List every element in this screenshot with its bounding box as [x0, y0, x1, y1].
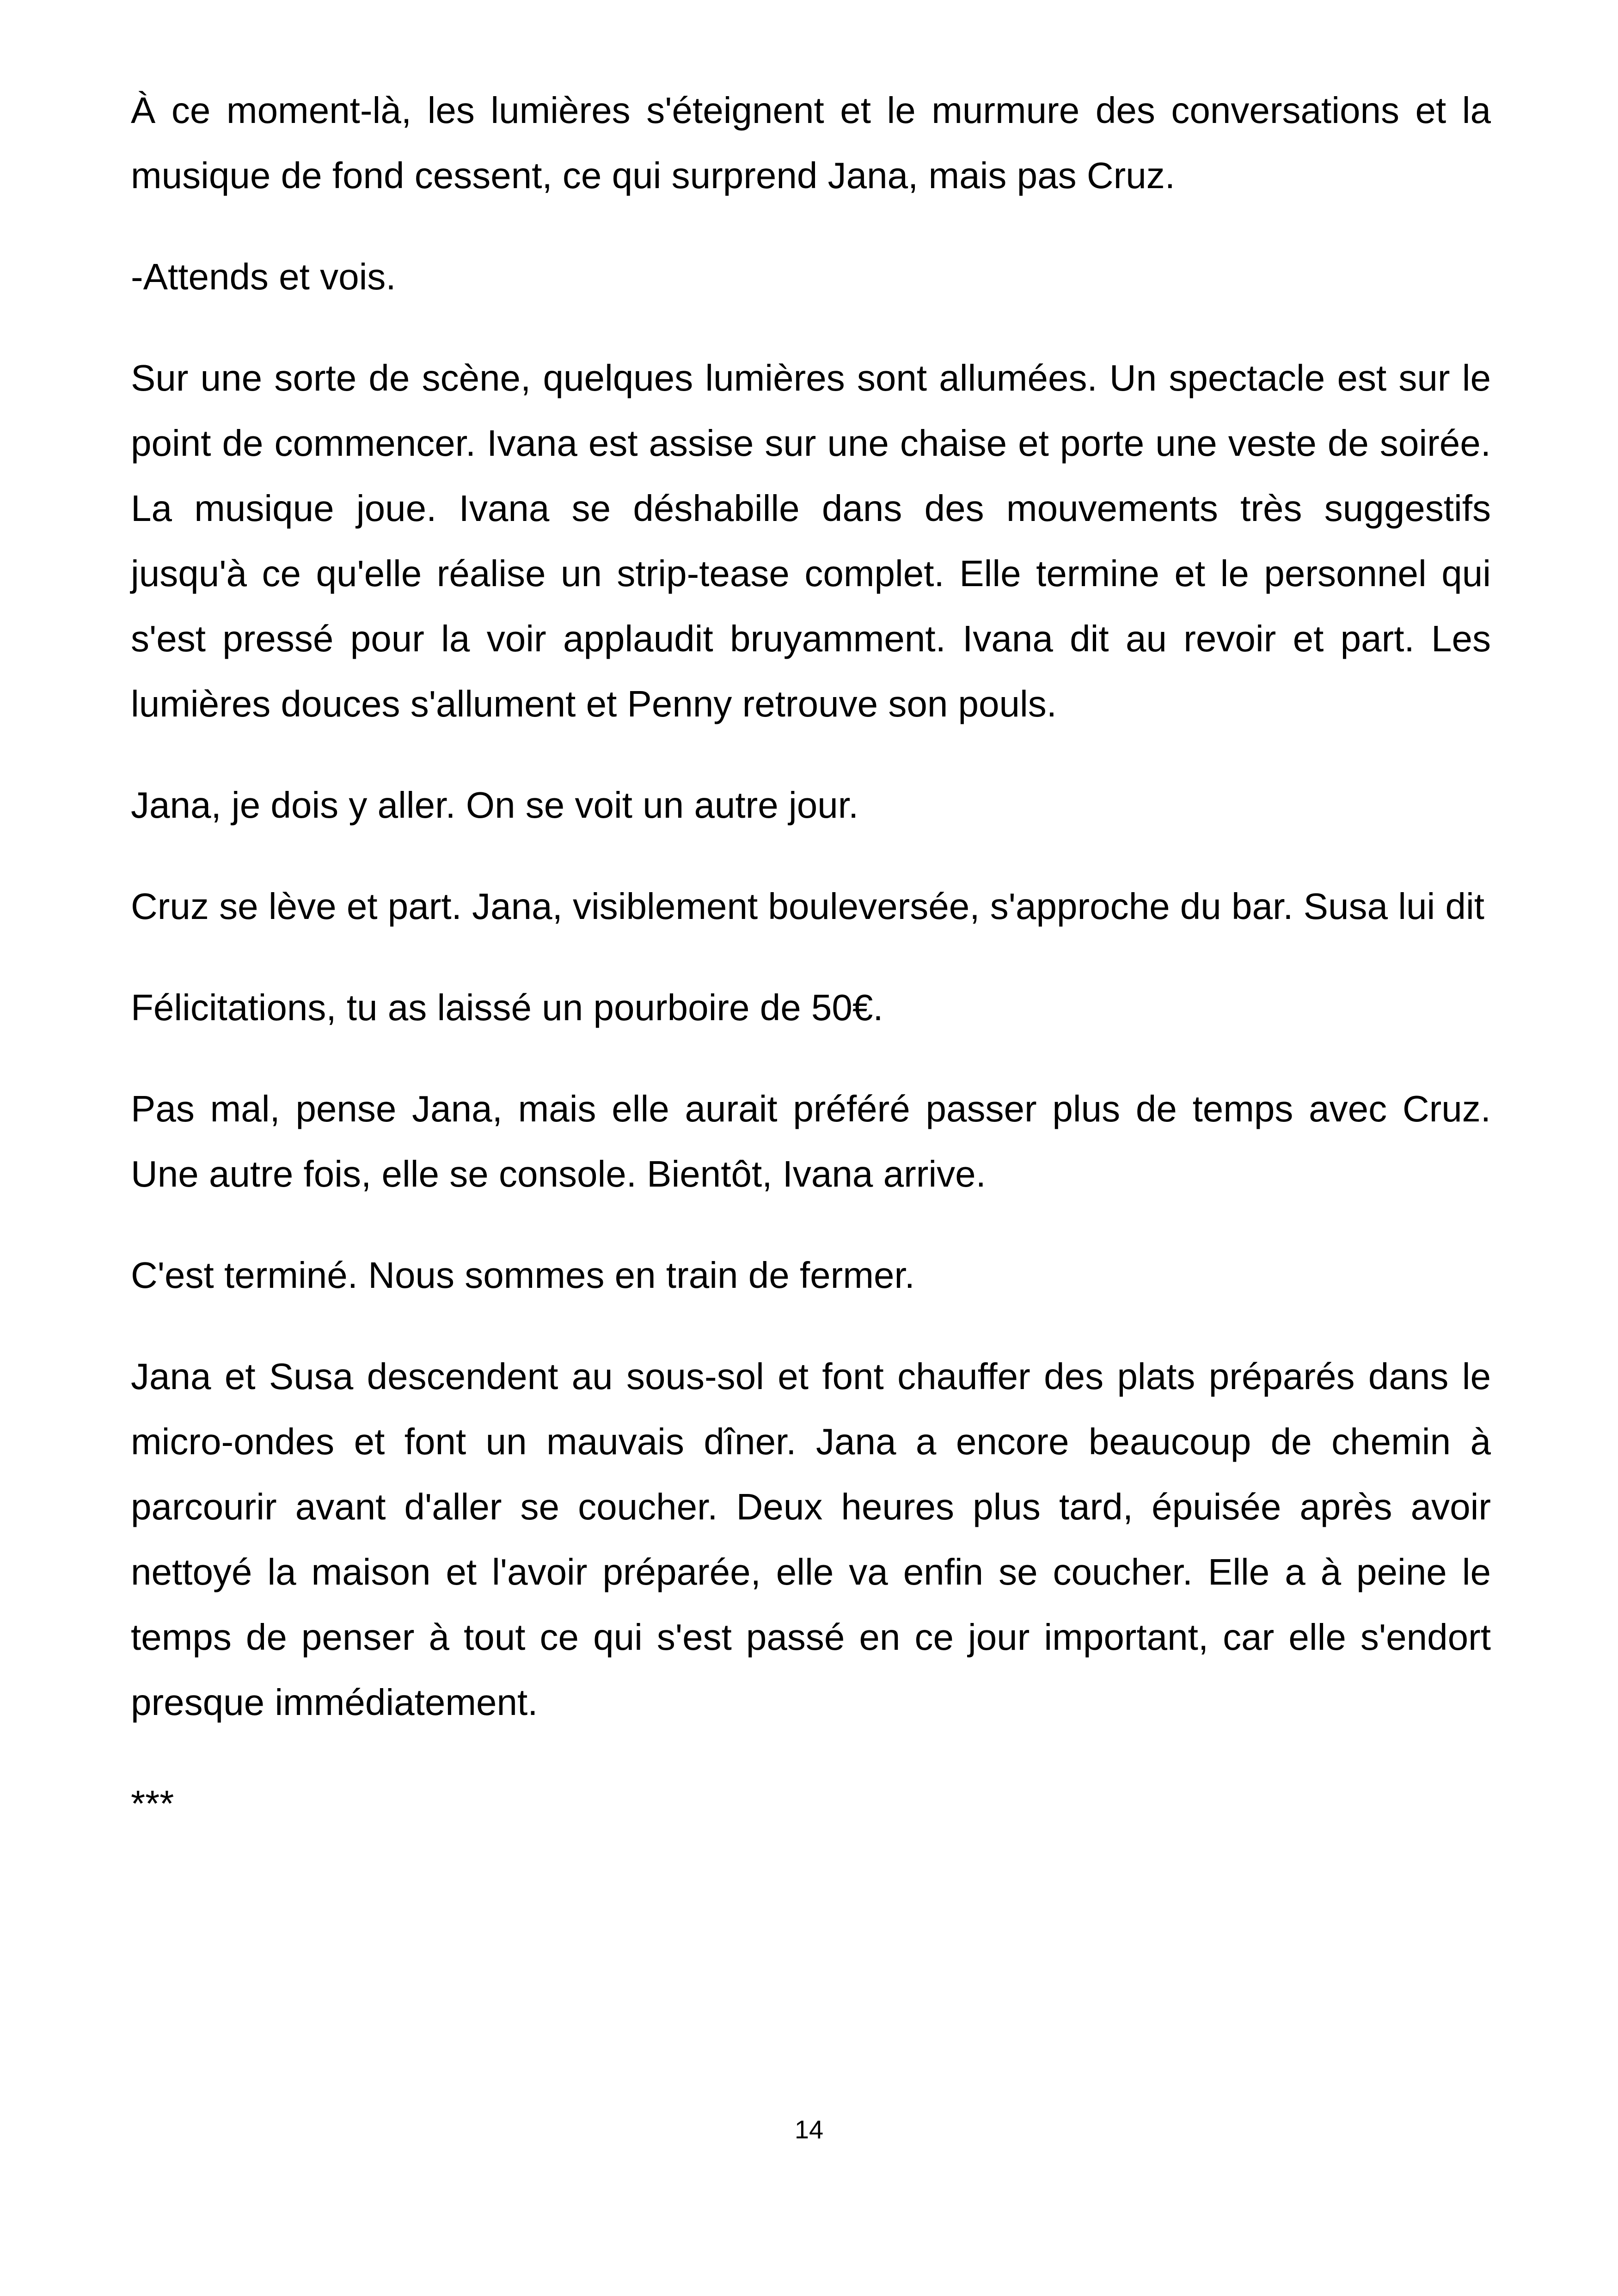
paragraph-3: Sur une sorte de scène, quelques lumières sont allumées. Un spectacle est sur le point de commencer. Ivana est assise sur une chaise et porte une veste de soirée. La musique joue. Ivana se déshabille dans des mouvements très suggestifs jusqu'à ce qu'elle réalise un strip-tease complet. Elle termine et le personnel qui s'est pressé pour la voir applaudit bruyamment. Ivana dit au revoir et part. Les lumières douces s'allument et Penny retrouve son pouls.	[131, 357, 1491, 724]
paragraph-7: Pas mal, pense Jana, mais elle aurait préféré passer plus de temps avec Cruz. Une autre fois, elle se console. Bientôt, Ivana arrive.	[131, 1088, 1491, 1194]
body-text	[131, 78, 1491, 1872]
paragraph-4: Jana, je dois y aller. On se voit un autre jour.	[131, 784, 859, 826]
paragraph-8: C'est terminé. Nous sommes en train de fermer.	[131, 1255, 915, 1296]
paragraph-1: À ce moment-là, les lumières s'éteignent et le murmure des conversations et la musique de fond cessent, ce qui surprend Jana, mais pas Cruz.	[131, 90, 1491, 196]
paragraph-2: -Attends et vois.	[131, 256, 396, 297]
paragraph-6: Félicitations, tu as laissé un pourboire de 50€.	[131, 987, 883, 1028]
page-number: 14	[794, 2115, 824, 2144]
section-break: ***	[131, 1783, 174, 1824]
paragraph-5: Cruz se lève et part. Jana, visiblement bouleversée, s'approche du bar. Susa lui dit	[131, 886, 1485, 927]
paragraph-9: Jana et Susa descendent au sous-sol et font chauffer des plats préparés dans le micro-ondes et font un mauvais dîner. Jana a encore beaucoup de chemin à parcourir avant d'aller se coucher. Deux heures plus tard, épuisée après avoir nettoyé la maison et l'avoir préparée, elle va enfin se coucher. Elle a à peine le temps de penser à tout ce qui s'est passé en ce jour important, car elle s'endort presque immédiatement.	[131, 1356, 1491, 1723]
